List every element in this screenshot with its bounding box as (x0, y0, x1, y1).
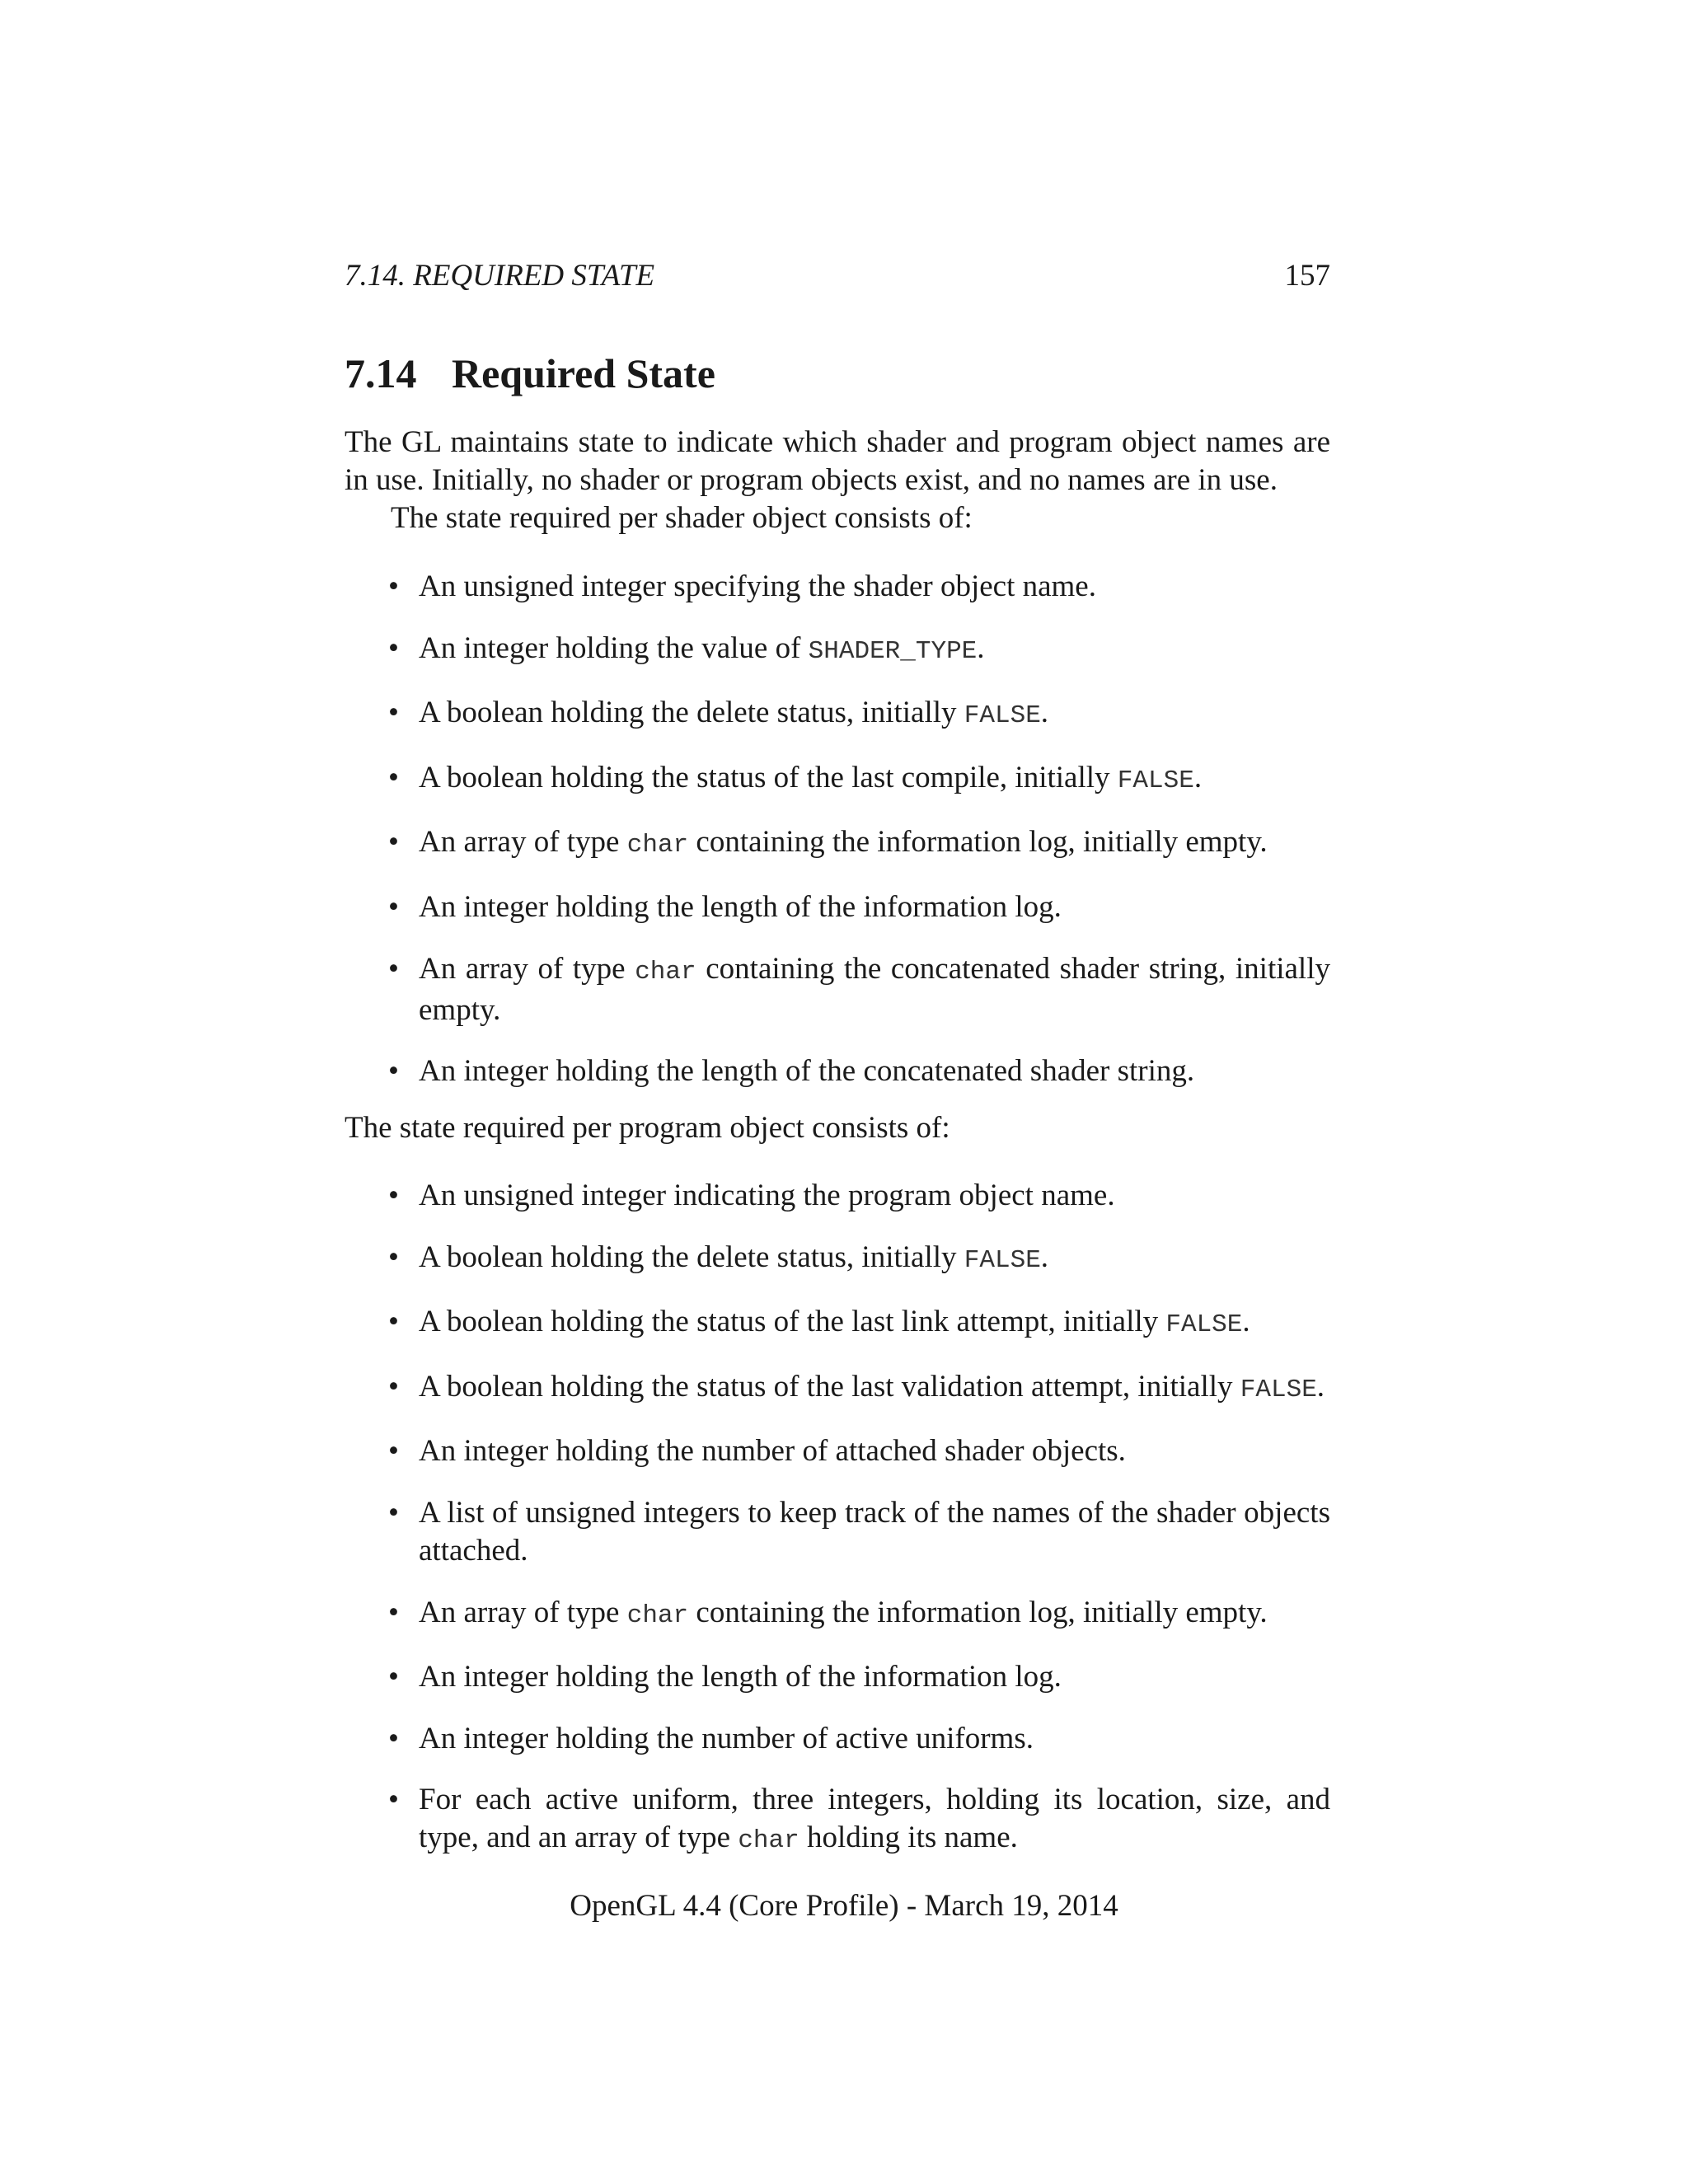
list-item-text: An unsigned integer specifying the shader object name. (419, 569, 1096, 603)
list-item-text: A boolean holding the status of the last compile, initially (419, 760, 1118, 794)
bullet-icon: • (388, 1240, 399, 1274)
list-item-text: A boolean holding the status of the last link attempt, initially (419, 1305, 1166, 1339)
list-item (345, 1720, 1330, 1758)
page-number: 157 (1284, 259, 1330, 293)
code-token: char (626, 831, 689, 860)
list-item (345, 1781, 1330, 1860)
section-heading (345, 349, 715, 398)
list-item-text: An integer holding the length of the information log. (419, 1660, 1062, 1694)
list-item-text: An array of type (419, 825, 627, 860)
intro-text (345, 424, 1330, 537)
bullet-icon: • (388, 1434, 399, 1469)
list-item-text: An integer holding the value of (419, 630, 809, 665)
list-item (345, 630, 1330, 671)
page-footer: OpenGL 4.4 (Core Profile) - March 19, 2014 (570, 1889, 1118, 1923)
list-item (345, 1303, 1330, 1344)
list-item (345, 1052, 1330, 1090)
bullet-icon: • (388, 696, 399, 730)
bullet-icon: • (388, 630, 399, 665)
bullet-icon: • (388, 889, 399, 924)
list-item-text: An integer holding the length of the concatenated shader string. (419, 1054, 1195, 1089)
bullet-icon: • (388, 1783, 399, 1817)
list-item-text-suffix: . (1193, 760, 1203, 794)
running-head (345, 257, 1330, 295)
list-item-text: For each active uniform, three integers, holding its location, size, and type, and an array of type (419, 1783, 1330, 1855)
list-item (345, 1368, 1330, 1409)
list-item (345, 1594, 1330, 1635)
list-item-text: A boolean holding the status of the last validation attempt, initially (419, 1369, 1240, 1404)
code-token: FALSE (964, 701, 1041, 731)
code-token: FALSE (1240, 1375, 1317, 1404)
list-item-text: A boolean holding the delete status, initially (419, 1240, 964, 1274)
list-item (345, 1494, 1330, 1570)
list-item-text: A boolean holding the delete status, initially (419, 696, 964, 730)
bullet-icon: • (388, 1595, 399, 1629)
bullet-icon: • (388, 1305, 399, 1339)
bullet-icon: • (388, 951, 399, 986)
list-item-text-suffix: . (1242, 1305, 1250, 1339)
list-item (345, 1177, 1330, 1215)
list-item-text: An array of type (419, 951, 635, 986)
list-item (345, 823, 1330, 865)
list-item-text: An integer holding the length of the information log. (419, 889, 1062, 924)
bullet-icon: • (388, 825, 399, 860)
list-item-text-suffix: containing the concatenated shader string, initially empty. (419, 951, 1330, 1027)
code-token: SHADER_TYPE (808, 636, 978, 666)
bullet-icon: • (388, 1054, 399, 1089)
running-head-section: 7.14. REQUIRED STATE (345, 259, 655, 293)
code-token: char (738, 1826, 799, 1856)
list-item-text-suffix: . (977, 630, 985, 665)
bullet-icon: • (388, 1369, 399, 1404)
shader-state-list (345, 568, 1330, 1114)
code-token: FALSE (964, 1245, 1041, 1275)
list-item (345, 1239, 1330, 1280)
code-token: char (635, 957, 696, 987)
list-item-text: A list of unsigned integers to keep track of the names of the shader objects attached. (419, 1495, 1330, 1568)
intro-paragraph: The GL maintains state to indicate which shader and program object names are in use. Initially, no shader or program objects exist, and no names are in use. (345, 425, 1330, 497)
list-item-text: An integer holding the number of attached shader objects. (419, 1434, 1126, 1469)
list-item-text-suffix: . (1040, 696, 1049, 730)
code-token: char (626, 1601, 689, 1630)
list-item-text-suffix: . (1040, 1240, 1049, 1274)
list-item-text-suffix: containing the information log, initially empty. (688, 825, 1268, 860)
code-token: FALSE (1165, 1310, 1243, 1340)
list-item (345, 950, 1330, 1029)
program-state-intro: The state required per program object consists of: (345, 1111, 950, 1145)
list-item-text-suffix: . (1316, 1369, 1325, 1404)
list-item (345, 759, 1330, 800)
list-item (345, 888, 1330, 926)
bullet-icon: • (388, 1495, 399, 1530)
list-item (345, 568, 1330, 606)
bullet-icon: • (388, 1660, 399, 1694)
list-item-text: An array of type (419, 1595, 627, 1629)
bullet-icon: • (388, 1721, 399, 1755)
list-item-text-suffix: containing the information log, initially empty. (688, 1595, 1268, 1629)
bullet-icon: • (388, 569, 399, 603)
program-state-list (345, 1177, 1330, 1884)
list-item (345, 1432, 1330, 1470)
list-item (345, 694, 1330, 735)
list-item-text-suffix: holding its name. (799, 1821, 1018, 1855)
shader-state-intro: The state required per shader object consists of: (391, 501, 973, 535)
code-token: FALSE (1117, 766, 1194, 795)
section-title: Required State (452, 350, 715, 396)
bullet-icon: • (388, 760, 399, 794)
list-item (345, 1658, 1330, 1696)
section-number: 7.14 (345, 350, 417, 396)
list-item-text: An unsigned integer indicating the program object name. (419, 1179, 1115, 1212)
list-item-text: An integer holding the number of active uniforms. (419, 1721, 1034, 1755)
bullet-icon: • (388, 1179, 399, 1212)
